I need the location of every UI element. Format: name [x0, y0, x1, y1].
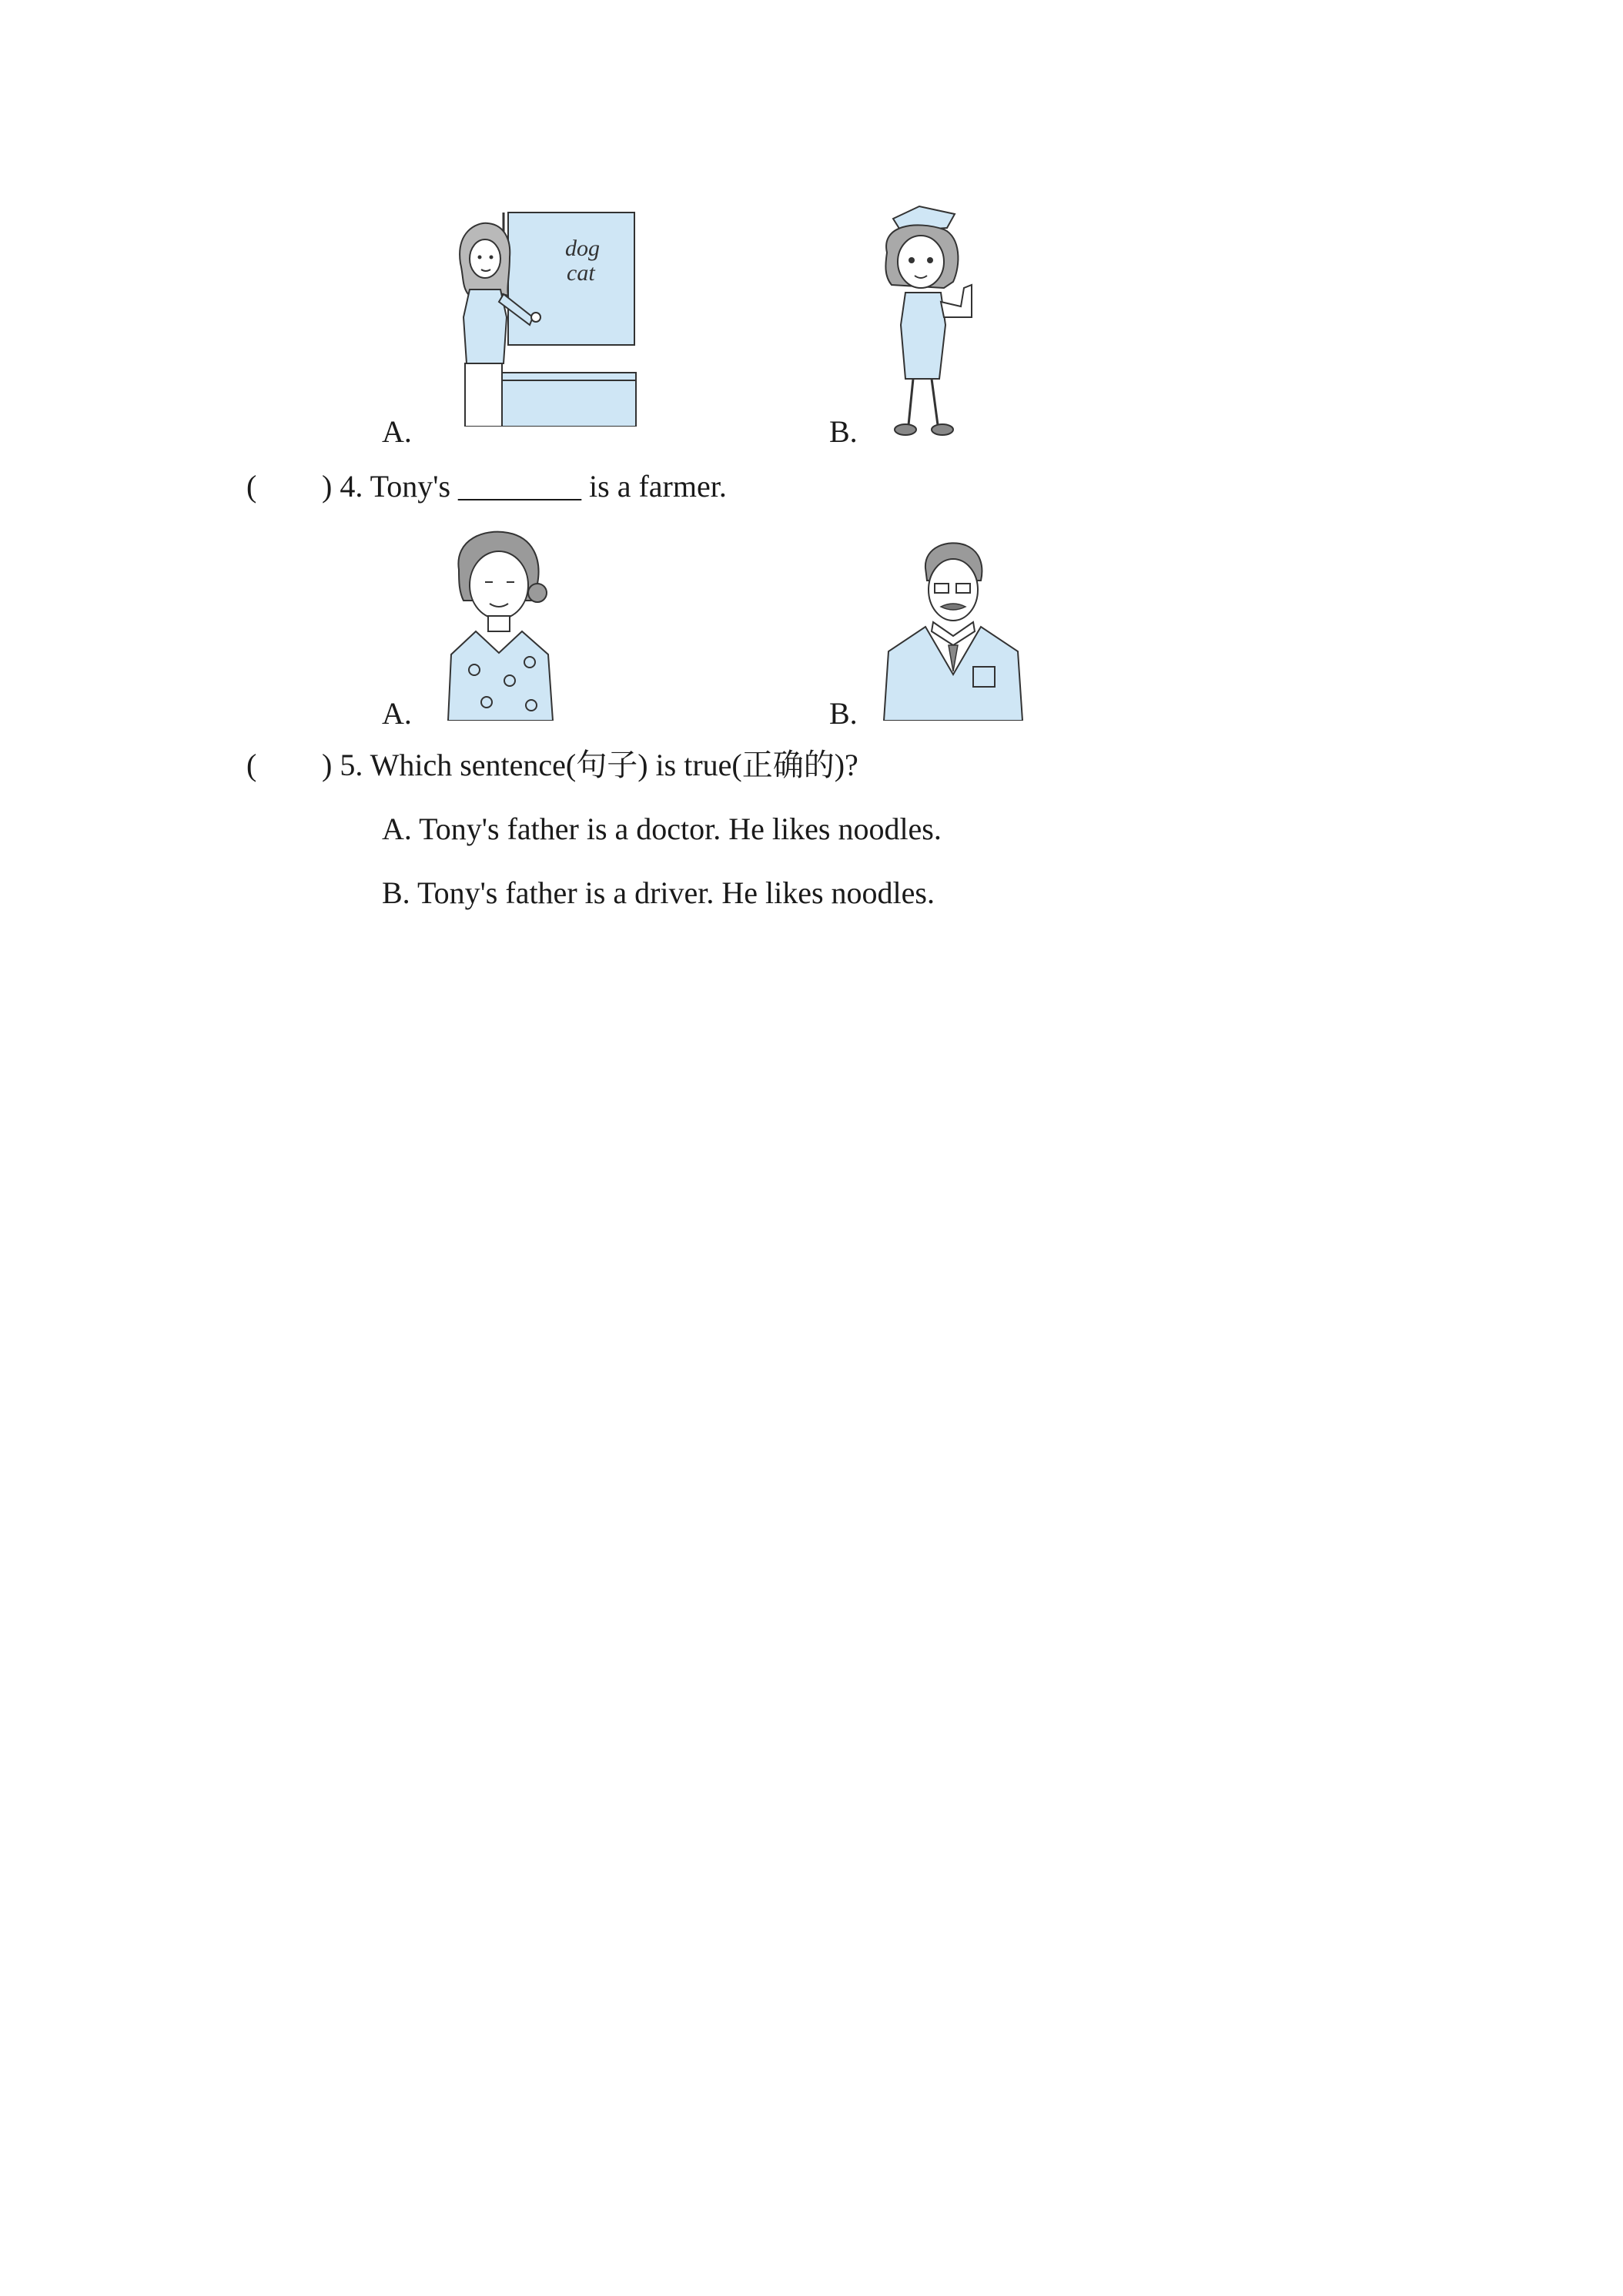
q5-stem: ) 5. Which sentence(句子) is true(正确的)? — [322, 748, 858, 782]
q5-option-a[interactable]: A. Tony's father is a doctor. He likes noodles. — [382, 812, 942, 846]
grandmother-illustration — [439, 524, 562, 721]
grandfather-illustration — [879, 536, 1026, 721]
q4-option-b-letter[interactable]: B. — [829, 696, 858, 731]
q3-option-a-letter[interactable]: A. — [382, 414, 412, 449]
q5-answer-paren[interactable]: ( — [246, 748, 257, 782]
q3-option-b-letter[interactable]: B. — [829, 414, 858, 449]
board-word-cat: cat — [567, 260, 595, 286]
q4-answer-paren[interactable]: ( — [246, 469, 257, 504]
board-word-dog: dog — [565, 236, 600, 261]
q5-option-b[interactable]: B. Tony's father is a driver. He likes noodles. — [382, 875, 935, 910]
nurse-illustration — [870, 202, 986, 440]
q4-option-a-letter[interactable]: A. — [382, 696, 412, 731]
teacher-illustration — [453, 209, 637, 427]
q4-stem: ) 4. Tony's ________ is a farmer. — [322, 469, 727, 504]
